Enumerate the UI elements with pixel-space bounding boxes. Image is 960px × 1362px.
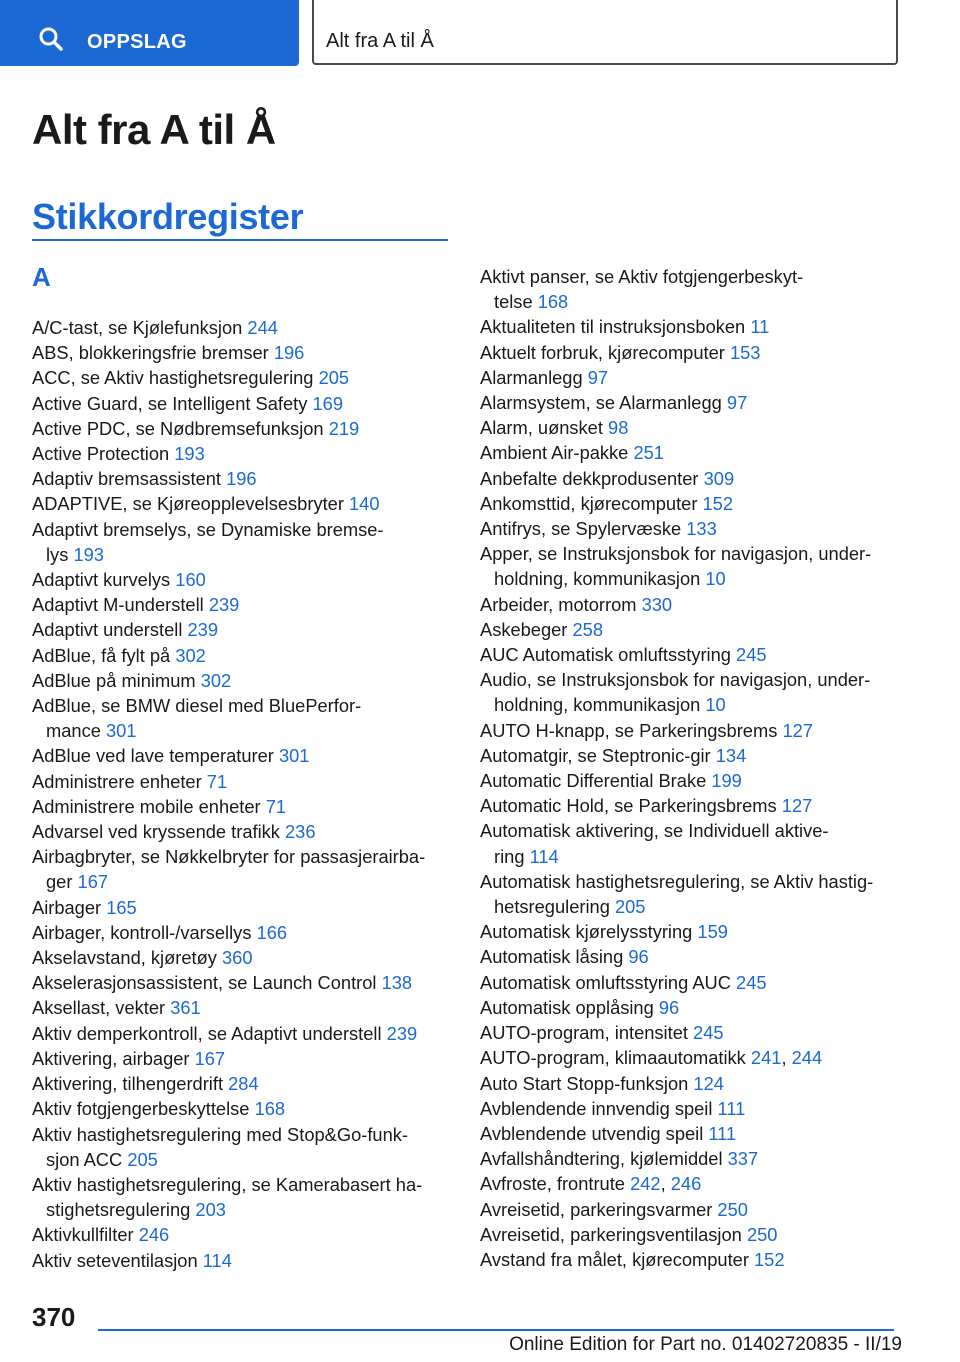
page-reference-link[interactable]: 165 bbox=[106, 896, 137, 918]
index-entry-text: Aktiv seteventilasjon bbox=[32, 1249, 198, 1271]
search-button[interactable] bbox=[0, 0, 299, 66]
index-entry-text: AdBlue ved lave temperaturer bbox=[32, 745, 274, 767]
index-entry bbox=[32, 491, 450, 516]
page-reference-link[interactable]: 168 bbox=[537, 291, 569, 313]
index-entry-text: Aktiv demperkontroll, se Adaptivt understell bbox=[32, 1022, 382, 1044]
index-column-right bbox=[480, 264, 900, 1272]
page-reference-link[interactable]: 124 bbox=[693, 1072, 724, 1094]
page-number: 370 bbox=[32, 1302, 76, 1332]
index-entry bbox=[480, 541, 900, 591]
index-entry-text: ring bbox=[494, 845, 525, 867]
index-entry bbox=[32, 693, 450, 743]
index-entry bbox=[480, 793, 900, 818]
page-reference-link[interactable]: 127 bbox=[782, 719, 813, 741]
page-reference-link[interactable]: 159 bbox=[697, 921, 728, 943]
index-entry bbox=[32, 743, 450, 768]
index-entry bbox=[480, 919, 900, 944]
page-reference-link[interactable]: 302 bbox=[200, 669, 232, 691]
index-entry bbox=[480, 390, 900, 415]
index-entry-text: Adaptivt M-understell bbox=[32, 594, 204, 616]
index-entry bbox=[480, 995, 900, 1020]
page-reference-link[interactable]: 244 bbox=[247, 317, 278, 338]
page-reference-link[interactable]: 97 bbox=[587, 366, 609, 388]
index-entry-text: Aktivering, tilhengerdrift bbox=[32, 1073, 224, 1095]
page-reference-link[interactable]: 167 bbox=[194, 1047, 226, 1069]
page-reference-link[interactable]: 134 bbox=[715, 744, 747, 766]
index-entry-text: Avreisetid, parkeringsvarmer bbox=[480, 1198, 713, 1220]
index-entry-text: Avreisetid, parkeringsventilasjon bbox=[480, 1223, 742, 1245]
index-entry bbox=[480, 1121, 900, 1146]
page-reference-link[interactable]: 111 bbox=[708, 1122, 737, 1144]
page-reference-link[interactable]: 284 bbox=[228, 1073, 259, 1095]
index-entry-text: AdBlue, se BMW diesel med BluePerfor- bbox=[32, 695, 362, 717]
index-entry-text: Aktiv fotgjengerbeskyttelse bbox=[32, 1098, 250, 1120]
index-entry-text: Anbefalte dekkprodusenter bbox=[480, 467, 699, 489]
index-entry bbox=[32, 769, 450, 794]
index-entry bbox=[32, 1021, 450, 1046]
index-entry-text: Arbeider, motorrom bbox=[480, 593, 637, 615]
page-reference-link[interactable]: 361 bbox=[170, 997, 201, 1019]
index-entry bbox=[32, 668, 450, 693]
index-entry bbox=[480, 1020, 900, 1045]
page-reference-link[interactable]: 152 bbox=[702, 492, 734, 514]
page-reference-link[interactable]: 245 bbox=[693, 1022, 724, 1044]
index-entry-text: A/C-tast, se Kjølefunksjon bbox=[32, 317, 243, 338]
index-entry-text: Automatgir, se Steptronic-gir bbox=[480, 744, 711, 766]
index-entry-text: lys bbox=[46, 543, 69, 565]
page-reference-link[interactable]: 236 bbox=[285, 821, 316, 843]
index-entry-text: Automatic Differential Brake bbox=[480, 770, 707, 792]
page-reference-link[interactable]: 11 bbox=[750, 316, 770, 338]
page-reference-link[interactable]: 114 bbox=[202, 1249, 232, 1271]
section-title: Stikkordregister bbox=[32, 196, 304, 237]
page-reference-link[interactable]: 239 bbox=[208, 594, 240, 616]
page-reference-link[interactable]: 133 bbox=[686, 518, 717, 540]
index-entry-text: ACC, se Aktiv hastighetsregulering bbox=[32, 367, 314, 389]
index-entry-text: telse bbox=[494, 291, 533, 313]
page-reference-link[interactable]: 193 bbox=[73, 543, 104, 565]
index-entry-text: Ambient Air-pakke bbox=[480, 442, 629, 464]
index-entry-text: Aktivkullfilter bbox=[32, 1224, 134, 1246]
index-entry bbox=[32, 995, 450, 1020]
index-entry-text: holdning, kommunikasjon bbox=[494, 568, 701, 590]
page-reference-link[interactable]: 245 bbox=[736, 644, 767, 666]
index-entry-text: Audio, se Instruksjonsbok for navigasjon, under- bbox=[480, 669, 871, 691]
index-entry-text: Askebeger bbox=[480, 618, 568, 640]
index-entry-text: Airbagbryter, se Nøkkelbryter for passasjerairba- bbox=[32, 846, 426, 868]
index-entry bbox=[480, 667, 900, 717]
page-reference-link[interactable]: 138 bbox=[381, 972, 413, 994]
index-entry-text: Aktuelt forbruk, kjørecomputer bbox=[480, 341, 725, 363]
index-entry-text: Automatisk hastighetsregulering, se Aktiv hastig- bbox=[480, 870, 874, 892]
index-entry bbox=[480, 1247, 900, 1272]
search-icon bbox=[38, 26, 64, 52]
section-divider bbox=[32, 239, 448, 241]
index-entry-text: Automatisk låsing bbox=[480, 946, 624, 968]
page-reference-link[interactable]: 205 bbox=[614, 896, 646, 918]
page-reference-link[interactable]: 205 bbox=[318, 367, 350, 389]
index-entry bbox=[32, 920, 450, 945]
index-entry-text: AUTO H-knapp, se Parkeringsbrems bbox=[480, 719, 778, 741]
index-entry bbox=[480, 718, 900, 743]
page-reference-link[interactable]: 96 bbox=[658, 996, 680, 1018]
index-entry bbox=[480, 340, 900, 365]
index-entry bbox=[480, 314, 900, 339]
index-entry bbox=[32, 970, 450, 995]
index-entry-text: Administrere enheter bbox=[32, 770, 202, 792]
page-reference-link[interactable]: 245 bbox=[736, 971, 767, 993]
index-entry-text: AUC Automatisk omluftsstyring bbox=[480, 644, 731, 666]
page-reference-link[interactable]: 250 bbox=[717, 1198, 748, 1220]
index-entry-text: Active Guard, se Intelligent Safety bbox=[32, 392, 308, 414]
page-reference-link[interactable]: 111 bbox=[717, 1097, 746, 1119]
index-entry-text: Aktiv hastighetsregulering med Stop&Go-funk- bbox=[32, 1123, 408, 1145]
index-entry-text: Automatisk aktivering, se Individuell aktive- bbox=[480, 820, 829, 842]
page-reference-link[interactable]: 199 bbox=[711, 770, 742, 792]
page-reference-link[interactable]: 246 bbox=[670, 1173, 702, 1195]
index-entry bbox=[480, 617, 900, 642]
index-entry-text: Automatisk opplåsing bbox=[480, 996, 654, 1018]
index-entry-text: Administrere mobile enheter bbox=[32, 795, 261, 817]
index-entry bbox=[480, 1197, 900, 1222]
index-entry-text: Automatisk omluftsstyring AUC bbox=[480, 971, 731, 993]
page-reference-link[interactable]: 242 bbox=[630, 1173, 661, 1195]
index-entry-text: hetsregulering bbox=[494, 896, 610, 918]
page-reference-link[interactable]: 152 bbox=[754, 1248, 785, 1270]
breadcrumb[interactable] bbox=[312, 0, 898, 65]
index-entry bbox=[32, 643, 450, 668]
index-entry-text: Alarmanlegg bbox=[480, 366, 583, 388]
index-entry bbox=[32, 895, 450, 920]
page-reference-link[interactable]: 239 bbox=[187, 619, 219, 641]
page-reference-link[interactable]: 301 bbox=[105, 720, 137, 742]
page-reference-link[interactable]: 114 bbox=[529, 845, 559, 867]
index-entry bbox=[32, 567, 450, 592]
page-reference-link[interactable]: 160 bbox=[175, 569, 206, 591]
index-entry-text: sjon ACC bbox=[46, 1148, 123, 1170]
index-entry bbox=[480, 466, 900, 491]
page-reference-link[interactable]: 167 bbox=[77, 871, 109, 893]
index-entry bbox=[32, 1172, 450, 1222]
index-entry-text: holdning, kommunikasjon bbox=[494, 694, 701, 716]
index-entry-text: ger bbox=[46, 871, 73, 893]
index-entry bbox=[32, 945, 450, 970]
index-entry bbox=[32, 365, 450, 390]
index-entry-text: ABS, blokkeringsfrie bremser bbox=[32, 342, 269, 364]
page-reference-link[interactable]: 239 bbox=[386, 1022, 418, 1044]
index-entry bbox=[32, 391, 450, 416]
index-entry: AUTO-program, klimaautomatikk 241, 244 bbox=[480, 1047, 823, 1069]
page-reference-link[interactable]: 309 bbox=[703, 467, 735, 489]
index-entry-text: Aktivt panser, se Aktiv fotgjengerbeskyt- bbox=[480, 266, 804, 287]
index-entry bbox=[480, 365, 900, 390]
index-entry-text: AdBlue, få fylt på bbox=[32, 644, 171, 666]
page-reference-link[interactable]: 10 bbox=[705, 568, 726, 590]
index-entry bbox=[480, 944, 900, 969]
index-entry bbox=[32, 517, 450, 567]
index-entry-text: AUTO-program, klimaautomatikk bbox=[480, 1047, 746, 1069]
page-reference-link[interactable]: 97 bbox=[726, 392, 748, 414]
index-entry bbox=[480, 642, 900, 667]
index-entry bbox=[480, 818, 900, 868]
index-entry-text: Aktualiteten til instruksjonsboken bbox=[480, 316, 746, 338]
index-entry-text: Antifrys, se Spylervæske bbox=[480, 518, 682, 540]
index-entry-text: Aktiv hastighetsregulering, se Kamerabasert ha- bbox=[32, 1173, 423, 1195]
index-entry bbox=[32, 1096, 450, 1121]
index-entry-text: mance bbox=[46, 720, 101, 742]
index-entry bbox=[480, 869, 900, 919]
index-entry bbox=[32, 315, 450, 340]
index-entry bbox=[480, 768, 900, 793]
index-entry-text: Aktivering, airbager bbox=[32, 1047, 190, 1069]
index-entry-text: Automatic Hold, se Parkeringsbrems bbox=[480, 795, 777, 817]
index-entry bbox=[480, 1222, 900, 1247]
index-entry bbox=[32, 340, 450, 365]
index-entry-text: Avstand fra målet, kjørecomputer bbox=[480, 1248, 749, 1270]
page-reference-link[interactable]: 205 bbox=[127, 1148, 158, 1170]
index-entry-text: Auto Start Stopp-funksjon bbox=[480, 1072, 689, 1094]
page-reference-link[interactable]: 203 bbox=[195, 1199, 226, 1221]
index-entry-text: Adaptivt bremselys, se Dynamiske bremse- bbox=[32, 518, 384, 540]
page-reference-link[interactable]: 196 bbox=[226, 468, 257, 490]
index-entry bbox=[32, 1222, 450, 1247]
index-entry bbox=[480, 1071, 900, 1096]
index-entry bbox=[32, 819, 450, 844]
index-entry bbox=[480, 491, 900, 516]
page-reference-link[interactable]: 337 bbox=[727, 1148, 759, 1170]
index-entry bbox=[32, 441, 450, 466]
index-entry-text: Avfroste, frontrute bbox=[480, 1173, 625, 1195]
index-entry bbox=[480, 970, 900, 995]
page-reference-link[interactable]: 258 bbox=[572, 618, 604, 640]
index-entry-text: Avfallshåndtering, kjølemiddel bbox=[480, 1148, 723, 1170]
page-reference-link[interactable]: 10 bbox=[705, 694, 726, 716]
index-entry bbox=[32, 592, 450, 617]
page-reference-link[interactable]: 153 bbox=[729, 341, 761, 363]
page-reference-link[interactable]: 166 bbox=[256, 921, 288, 943]
page-reference-link[interactable]: 140 bbox=[349, 493, 380, 515]
index-entry bbox=[480, 516, 900, 541]
index-entry-text: Akselavstand, kjøretøy bbox=[32, 947, 217, 969]
index-entry-text: Active Protection bbox=[32, 443, 170, 465]
index-entry bbox=[480, 1146, 900, 1171]
index-column-left bbox=[32, 315, 450, 1273]
index-entry-text: AUTO-program, intensitet bbox=[480, 1022, 688, 1044]
index-entry bbox=[32, 1248, 450, 1273]
index-entry-text: Alarmsystem, se Alarmanlegg bbox=[480, 392, 722, 414]
index-entry-text: Akselerasjonsassistent, se Launch Control bbox=[32, 972, 377, 994]
footer-edition-text: Online Edition for Part no. 01402720835 - II/19 bbox=[509, 1334, 902, 1355]
page-reference-link[interactable]: 71 bbox=[206, 770, 228, 792]
page-reference-link[interactable]: 127 bbox=[781, 795, 813, 817]
page-reference-link[interactable]: 169 bbox=[312, 392, 343, 414]
index-entry-text: Avblendende innvendig speil bbox=[480, 1097, 713, 1119]
page-reference-link[interactable]: 98 bbox=[608, 417, 629, 439]
page-reference-link[interactable]: 330 bbox=[641, 593, 673, 615]
page-reference-link[interactable]: 219 bbox=[328, 417, 360, 439]
index-entry bbox=[32, 1046, 450, 1071]
index-entry-text: Automatisk kjørelysstyring bbox=[480, 921, 693, 943]
index-entry-text: ADAPTIVE, se Kjøreopplevelsesbryter bbox=[32, 493, 344, 515]
page-reference-link[interactable]: 360 bbox=[222, 947, 253, 969]
index-entry bbox=[480, 743, 900, 768]
index-entry bbox=[480, 592, 900, 617]
page-title: Alt fra A til Å bbox=[32, 106, 276, 153]
index-entry bbox=[32, 844, 450, 894]
page-reference-link[interactable]: 302 bbox=[175, 644, 206, 666]
index-entry-text: Aksellast, vekter bbox=[32, 997, 166, 1019]
index-entry-text: Ankomsttid, kjørecomputer bbox=[480, 492, 698, 514]
index-entry-text: Adaptivt understell bbox=[32, 619, 183, 641]
index-entry-text: Airbager, kontroll-/varsellys bbox=[32, 921, 252, 943]
index-entry bbox=[32, 794, 450, 819]
page-reference-link[interactable]: 96 bbox=[628, 946, 649, 968]
page-reference-link[interactable]: 241 bbox=[750, 1047, 782, 1069]
index-entry-text: Alarm, uønsket bbox=[480, 417, 603, 439]
index-entry-text: Advarsel ved kryssende trafikk bbox=[32, 821, 280, 843]
index-entry-text: Airbager bbox=[32, 896, 102, 918]
page-reference-link[interactable]: 251 bbox=[633, 442, 664, 464]
page-reference-link[interactable]: 244 bbox=[791, 1047, 823, 1069]
index-entry-text: Adaptivt kurvelys bbox=[32, 569, 171, 591]
index-entry-text: Avblendende utvendig speil bbox=[480, 1122, 704, 1144]
page-reference-link[interactable]: 250 bbox=[746, 1223, 778, 1245]
breadcrumb-label: Alt fra A til Å bbox=[326, 30, 434, 52]
search-button-label: OPPSLAG bbox=[87, 31, 187, 53]
index-entry-text: AdBlue på minimum bbox=[32, 669, 196, 691]
index-entry-text: Adaptiv bremsassistent bbox=[32, 468, 221, 490]
index-letter-heading: A bbox=[32, 262, 51, 292]
index-entry: Avfroste, frontrute 242, 246 bbox=[480, 1173, 702, 1195]
page-reference-link[interactable]: 71 bbox=[265, 795, 287, 817]
footer-divider bbox=[98, 1329, 894, 1331]
index-entry bbox=[480, 1096, 900, 1121]
index-entry bbox=[480, 440, 900, 465]
top-navigation-bar bbox=[0, 0, 960, 66]
index-entry bbox=[32, 466, 450, 491]
index-entry bbox=[32, 1071, 450, 1096]
index-entry-text: stighetsregulering bbox=[46, 1199, 191, 1221]
page-reference-link[interactable]: 301 bbox=[278, 745, 310, 767]
index-entry bbox=[32, 416, 450, 441]
index-entry bbox=[32, 1122, 450, 1172]
page-reference-link[interactable]: 246 bbox=[138, 1224, 170, 1246]
index-entry bbox=[32, 617, 450, 642]
page-reference-link[interactable]: 196 bbox=[273, 342, 305, 364]
index-entry bbox=[480, 415, 900, 440]
page-reference-link[interactable]: 168 bbox=[254, 1098, 286, 1120]
index-entry-text: Active PDC, se Nødbremsefunksjon bbox=[32, 417, 324, 439]
index-entry-text: Apper, se Instruksjonsbok for navigasjon, under- bbox=[480, 543, 872, 565]
index-entry bbox=[480, 264, 900, 314]
page-reference-link[interactable]: 193 bbox=[174, 443, 205, 465]
